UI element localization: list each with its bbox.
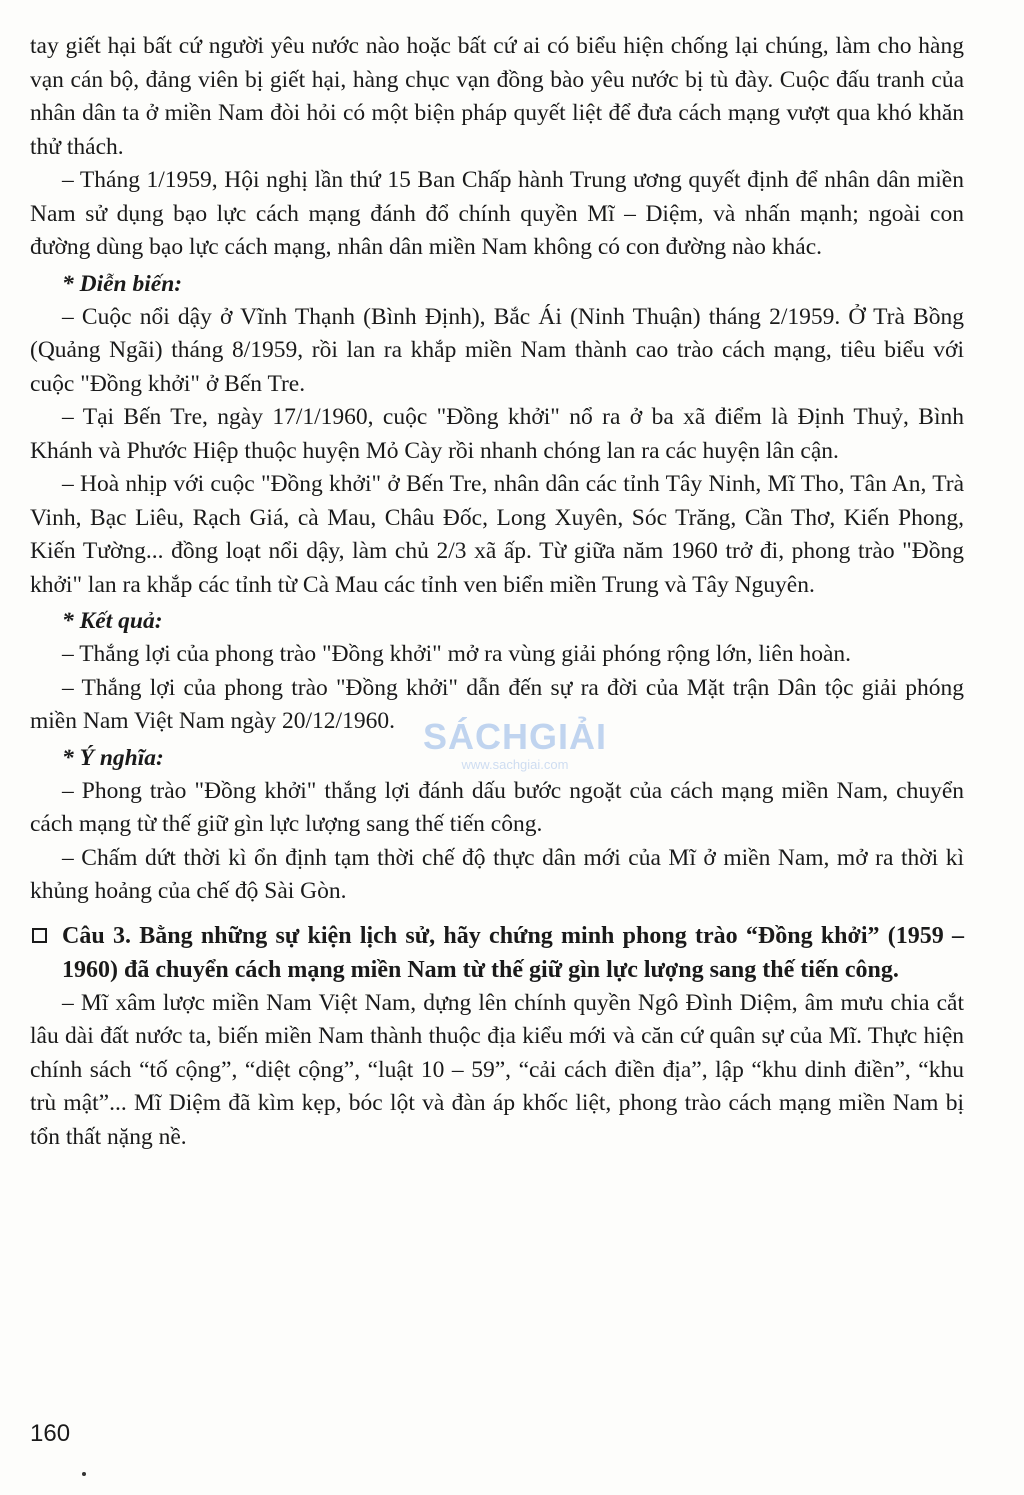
paragraph-intro: tay giết hại bất cứ người yêu nước nào hoặc bất cứ ai có biểu hiện chống lại chúng, làm cho hàng vạn cán bộ, đảng viên bị giết hại, hàng chục vạn đồng bào yêu nước bị tù đày. Cuộc đấu tranh của nhân dân ta ở miền Nam đòi hỏi có một biện pháp quyết liệt để đưa cách mạng vượt qua khó khăn thử thách. bbox=[30, 33, 964, 160]
heading-y-nghia: * Ý nghĩa: bbox=[62, 744, 164, 771]
checkbox-icon bbox=[32, 928, 47, 943]
watermark-url: www.sachgiai.com bbox=[461, 757, 569, 772]
scan-dot bbox=[82, 1472, 86, 1476]
page-number: 160 bbox=[30, 1420, 71, 1447]
watermark-main-text: SÁCHGIẢI bbox=[422, 716, 607, 757]
paragraph-meaning-turning: – Phong trào "Đồng khởi" thắng lợi đánh dấu bước ngoặt của cách mạng miền Nam, chuyển cách mạng từ thế giữ gìn lực lượng sang thế tiến công. bbox=[30, 777, 964, 837]
paragraph-conference: – Tháng 1/1959, Hội nghị lần thứ 15 Ban Chấp hành Trung ương quyết định để nhân dân miền Nam sử dụng bạo lực cách mạng đánh đổ chính quyền Mĩ – Diệm, và nhấn mạnh; ngoài con đường dùng bạo lực cách mạng, nhân dân miền Nam không có con đường nào khác. bbox=[30, 167, 964, 260]
heading-dien-bien: * Diễn biến: bbox=[62, 270, 183, 297]
question-3 bbox=[30, 919, 964, 987]
paragraph-answer: – Mĩ xâm lược miền Nam Việt Nam, dựng lên chính quyền Ngô Đình Diệm, âm mưu chia cắt lâu dài đất nước ta, biến miền Nam thành thuộc địa kiểu mới và căn cứ quân sự của Mĩ. Thực hiện chính sách “tố cộng”, “diệt cộng”, “luật 10 – 59”, “cải cách điền địa”, lập “khu dinh điền”, “khu trù mật”... Mĩ Diệm đã kìm kẹp, bóc lột và đàn áp khốc liệt, phong trào cách mạng miền Nam bị tổn thất nặng nề. bbox=[30, 989, 964, 1150]
page-body bbox=[30, 30, 964, 1154]
paragraph-result-front: – Thắng lợi của phong trào "Đồng khởi" dẫn đến sự ra đời của Mặt trận Dân tộc giải phóng miền Nam Việt Nam ngày 20/12/1960. bbox=[30, 674, 964, 734]
paragraph-result-liberated: – Thắng lợi của phong trào "Đồng khởi" mở ra vùng giải phóng rộng lớn, liên hoàn. bbox=[62, 641, 852, 667]
paragraph-ben-tre: – Tại Bến Tre, ngày 17/1/1960, cuộc "Đồng khởi" nổ ra ở ba xã điểm là Định Thuỷ, Bình Khánh và Phước Hiệp thuộc huyện Mỏ Cày rồi nhanh chóng lan ra các huyện lân cận. bbox=[30, 404, 964, 464]
paragraph-uprising: – Cuộc nổi dậy ở Vĩnh Thạnh (Bình Định), Bắc Ái (Ninh Thuận) tháng 2/1959. Ở Trà Bồng (Quảng Ngãi) tháng 8/1959, rồi lan ra khắp miền Nam thành cao trào cách mạng, tiêu biểu với cuộc "Đồng khởi" ở Bến Tre. bbox=[30, 303, 964, 397]
paragraph-meaning-crisis: – Chấm dứt thời kì ổn định tạm thời chế độ thực dân mới của Mĩ ở miền Nam, mở ra thời kì khủng hoảng của chế độ Sài Gòn. bbox=[30, 844, 964, 904]
question-3-title: Câu 3. Bằng những sự kiện lịch sử, hãy chứng minh phong trào “Đồng khởi” (1959 – 1960) đã chuyển cách mạng miền Nam từ thế giữ gìn lực lượng sang thế tiến công. bbox=[62, 922, 964, 983]
heading-ket-qua: * Kết quả: bbox=[62, 608, 163, 634]
paragraph-provinces: – Hoà nhịp với cuộc "Đồng khởi" ở Bến Tre, nhân dân các tỉnh Tây Ninh, Mĩ Tho, Tân An, Trà Vinh, Bạc Liêu, Rạch Giá, cà Mau, Châu Đốc, Long Xuyên, Sóc Trăng, Cần Thơ, Kiến Phong, Kiến Tường... đồng loạt nổi dậy, làm chủ 2/3 xã ấp. Từ giữa năm 1960 trở đi, phong trào "Đồng khởi" lan ra khắp các tỉnh từ Cà Mau các tỉnh ven biển miền Trung và Tây Nguyên. bbox=[30, 471, 964, 598]
